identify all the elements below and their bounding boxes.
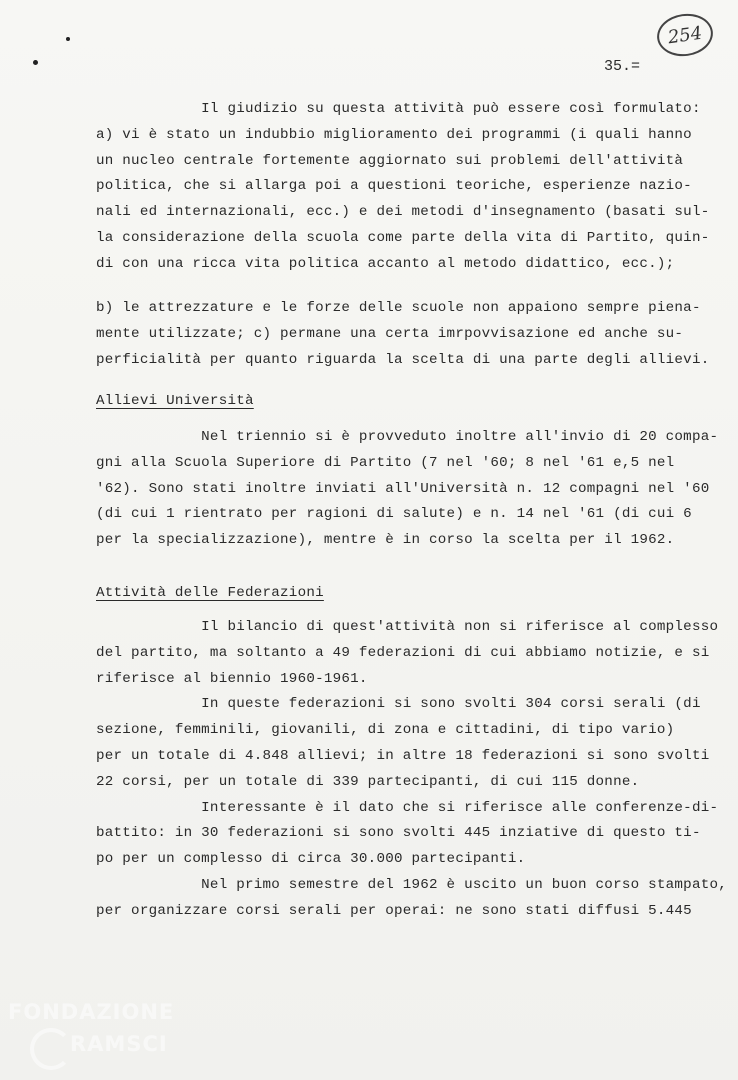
- paragraph-attrezzature: b) le attrezzature e le forze delle scuole non appaiono sempre piena- mente utilizzate; c) permane una certa imrpovvisazione ed anche su- perficialità per quanto riguarda la scelta di una parte degli allievi.: [96, 300, 710, 368]
- watermark-g-logo-icon: [30, 1028, 72, 1070]
- archive-stamp: [654, 10, 715, 59]
- paragraph-triennio: Nel triennio si è provveduto inoltre all'invio di 20 compa- gni alla Scuola Superiore di Partito (7 nel '60; 8 nel '61 e,5 nel '62). Sono stati inoltre inviati all'Università n. 12 compagni nel '60 (di cui 1 rientrato per ragioni di salute) e n. 14 nel '61 (di cui 6 per la specializzazione), mentre è in corso la scelta per il 1962.: [96, 429, 719, 549]
- paragraph-bilancio: Il bilancio di quest'attività non si riferisce al complesso del partito, ma soltanto a 49 federazioni di cui abbiamo notizie, e si riferisce al biennio 1960-1961. In queste federazioni si sono svolti 304 corsi serali (di sezione, femminili, giovanili, di zona e cittadini, di tipo vario) per un totale di 4.848 allievi; in altre 18 federazioni si sono svolti 22 corsi, per un totale di 339 partecipanti, di cui 115 donne. Interessante è il dato che si riferisce alle conferenze-di- battito: in 30 federazioni si sono svolti 445 inziative di questo ti- po per un complesso di circa 30.000 partecipanti. Nel primo semestre del 1962 è uscito un buon corso stampato, per organizzare corsi serali per operai: ne sono stati diffusi 5.445: [96, 619, 727, 919]
- heading-attivita-federazioni: Attività delle Federazioni: [96, 585, 324, 601]
- stamp-number: 254: [666, 22, 704, 48]
- ink-mark: [33, 60, 38, 65]
- ink-mark: [66, 37, 70, 41]
- watermark-line1: FONDAZIONE: [8, 1000, 175, 1024]
- watermark-line2: RAMSCI: [70, 1032, 168, 1056]
- fondazione-gramsci-watermark: [8, 996, 208, 1072]
- page-number: 35.=: [604, 58, 641, 75]
- heading-allievi-universita: Allievi Università: [96, 393, 254, 409]
- paragraph-giudizio: Il giudizio su questa attività può essere così formulato: a) vi è stato un indubbio miglioramento dei programmi (i quali hanno un nucleo centrale fortemente aggiornato sui problemi dell'attività politica, che si allarga poi a questioni teoriche, esperienze nazio- nali ed internazionali, ecc.) e dei metodi d'insegnamento (basati sul- la considerazione della scuola come parte della vita di Partito, quin- di con una ricca vita politica accanto al metodo didattico, ecc.);: [96, 101, 710, 272]
